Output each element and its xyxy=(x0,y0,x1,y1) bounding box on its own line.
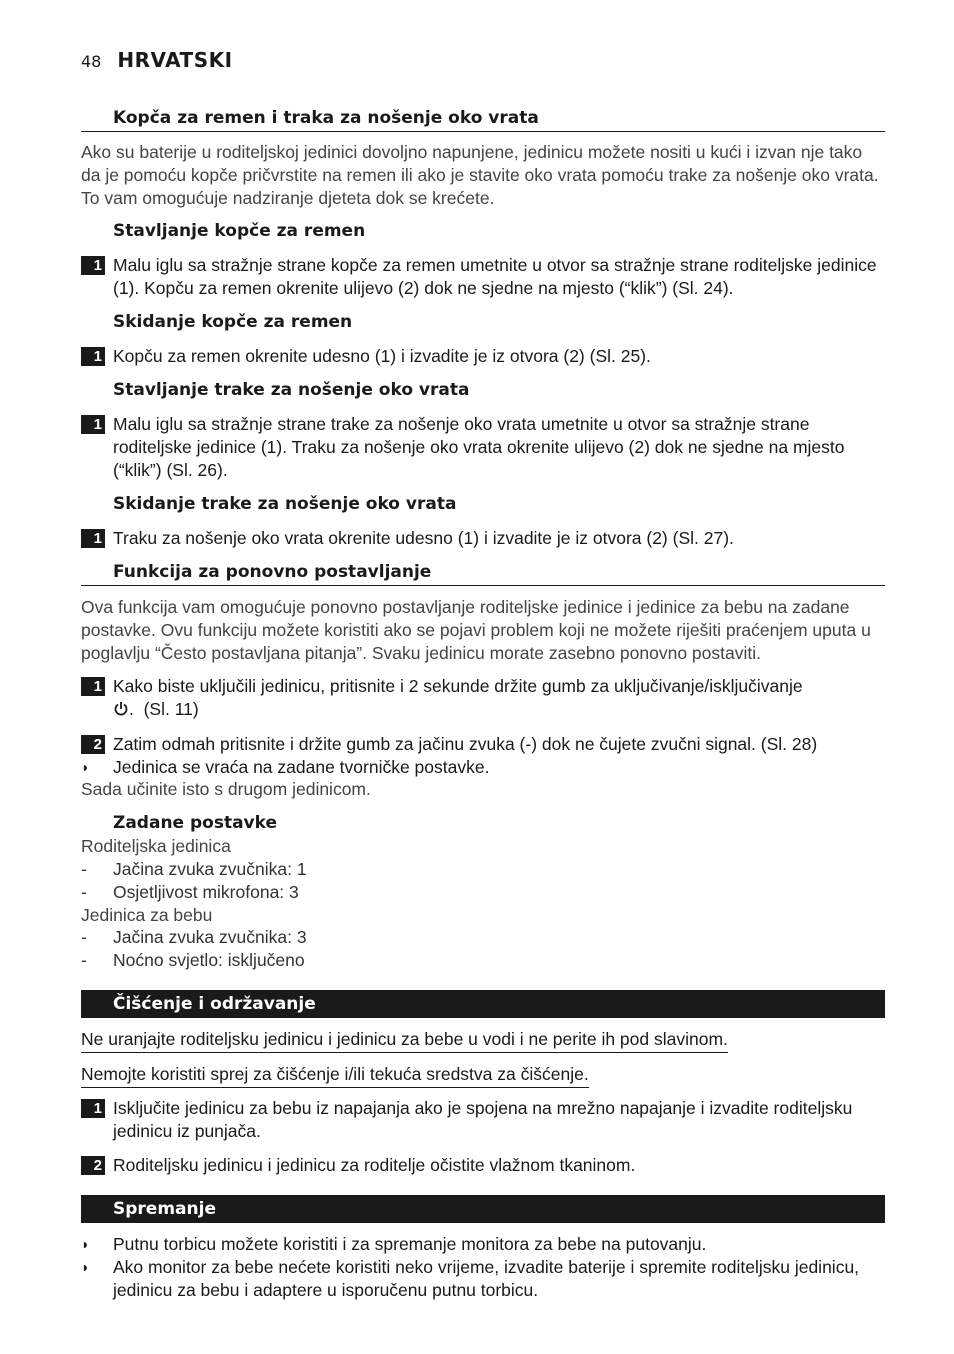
cleaning-step-1 xyxy=(81,1097,881,1143)
attach-cord-step-1 xyxy=(81,413,881,482)
step-number: 2 xyxy=(81,735,105,754)
step-text: Roditeljsku jedinicu i jedinicu za roditelje očistite vlažnom tkaninom. xyxy=(113,1155,636,1175)
step-text: Isključite jedinicu za bebu iz napajanja ako je spojena na mrežno napajanje i izvadite roditeljsku jedinicu iz punjača. xyxy=(113,1098,853,1141)
list-item: - Osjetljivost mikrofona: 3 xyxy=(81,882,299,902)
cleaning-step-2 xyxy=(81,1154,881,1177)
list-item: - Jačina zvuka zvučnika: 3 xyxy=(81,927,307,947)
step-number: 1 xyxy=(81,529,105,548)
list-item: - Noćno svjetlo: isključeno xyxy=(81,950,305,970)
defaults-heading: Zadane postavke xyxy=(113,813,278,833)
cleaning-warning-2: Nemojte koristiti sprej za čišćenje i/ili tekuća sredstva za čišćenje. xyxy=(81,1063,589,1088)
step-text: Zatim odmah pritisnite i držite gumb za jačinu zvuka (-) dok ne čujete zvučni signal. (Sl. 28) xyxy=(113,734,818,754)
step-text: Malu iglu sa stražnje strane kopče za remen umetnite u otvor sa stražnje strane roditeljske jedinice (1). Kopču za remen okrenite ulijevo (2) dok ne sjedne na mjesto (“klik”) (Sl. 24). xyxy=(113,255,877,298)
step-text: Kopču za remen okrenite udesno (1) i izvadite je iz otvora (2) (Sl. 25). xyxy=(113,346,651,366)
remove-clip-heading: Skidanje kopče za remen xyxy=(113,312,353,332)
remove-cord-heading: Skidanje trake za nošenje oko vrata xyxy=(113,494,457,514)
arrow-bullet-icon: ◗ xyxy=(81,1236,90,1252)
step-number: 1 xyxy=(81,415,105,434)
cleaning-warning-1: Ne uranjajte roditeljsku jedinicu i jedinicu za bebe u vodi i ne perite ih pod slavinom. xyxy=(81,1028,728,1053)
page-header xyxy=(81,48,233,72)
reset-result xyxy=(81,756,881,779)
attach-clip-step-1 xyxy=(81,254,881,300)
language-title: HRVATSKI xyxy=(117,48,233,72)
step-number: 1 xyxy=(81,1099,105,1118)
reset-after: Sada učinite isto s drugom jedinicom. xyxy=(81,779,371,799)
step-text: Kako biste uključili jedinicu, pritisnite i 2 sekunde držite gumb za uključivanje/isključivanje . (Sl. 11) xyxy=(113,675,881,723)
attach-cord-heading: Stavljanje trake za nošenje oko vrata xyxy=(113,380,470,400)
reset-step-1 xyxy=(81,675,881,723)
defaults-baby-label: Jedinica za bebu xyxy=(81,905,213,925)
step-1-ref: (Sl. 11) xyxy=(143,699,199,719)
section-rule xyxy=(81,585,885,586)
page-number: 48 xyxy=(81,52,102,71)
section-rule xyxy=(81,131,885,132)
attach-clip-heading: Stavljanje kopče za remen xyxy=(113,221,366,241)
storage-bullet-2 xyxy=(81,1256,881,1302)
reset-step-2 xyxy=(81,733,881,756)
step-text: Traku za nošenje oko vrata okrenite udesno (1) i izvadite je iz otvora (2) (Sl. 27). xyxy=(113,528,734,548)
list-item: - Jačina zvuka zvučnika: 1 xyxy=(81,859,307,879)
arrow-bullet-icon: ◗ xyxy=(81,759,90,775)
arrow-bullet-icon: ◗ xyxy=(81,1259,90,1275)
storage-bullet-1 xyxy=(81,1233,881,1256)
section-bar-cleaning: Čišćenje i održavanje xyxy=(81,990,885,1018)
result-text: Jedinica se vraća na zadane tvorničke postavke. xyxy=(113,757,490,777)
power-icon xyxy=(113,700,129,723)
remove-cord-step-1 xyxy=(81,527,881,550)
step-number: 1 xyxy=(81,677,105,696)
step-number: 1 xyxy=(81,256,105,275)
belt-clip-intro: Ako su baterije u roditeljskoj jedinici dovoljno napunjene, jedinicu možete nositi u kući i izvan nje tako da je pomoću kopče pričvrstite na remen ili ako je stavite oko vrata pomoću trake za nošenje oko vrata. To vam omogućuje nadziranje djeteta dok se krećete. xyxy=(81,142,879,208)
defaults-parent-label: Roditeljska jedinica xyxy=(81,836,231,856)
bullet-text: Putnu torbicu možete koristiti i za spremanje monitora za bebe na putovanju. xyxy=(113,1234,707,1254)
section-bar-storage: Spremanje xyxy=(81,1195,885,1223)
bullet-text: Ako monitor za bebe nećete koristiti neko vrijeme, izvadite baterije i spremite roditeljsku jedinicu, jedinicu za bebu i adaptere u isporučenu putnu torbicu. xyxy=(113,1257,860,1300)
step-text: Malu iglu sa stražnje strane trake za nošenje oko vrata umetnite u otvor sa stražnje strane roditeljske jedinice (1). Traku za nošenje oko vrata okrenite ulijevo (2) dok ne sjedne na mjesto (“klik”) (Sl. 26). xyxy=(113,414,845,480)
step-number: 2 xyxy=(81,1156,105,1175)
step-number: 1 xyxy=(81,347,105,366)
remove-clip-step-1 xyxy=(81,345,881,368)
section-title-belt-clip: Kopča za remen i traka za nošenje oko vrata xyxy=(113,108,539,128)
section-title-reset: Funkcija za ponovno postavljanje xyxy=(113,562,432,582)
step-1-text: Kako biste uključili jedinicu, pritisnite i 2 sekunde držite gumb za uključivanje/isključivanje xyxy=(113,676,803,696)
reset-intro: Ova funkcija vam omogućuje ponovno postavljanje roditeljske jedinice i jedinice za bebu na zadane postavke. Ovu funkciju možete koristiti ako se pojavi problem koji ne možete riješiti praćenjem uputa u poglavlju “Često postavljana pitanja”. Svaku jedinicu morate zasebno ponovno postaviti. xyxy=(81,597,871,663)
